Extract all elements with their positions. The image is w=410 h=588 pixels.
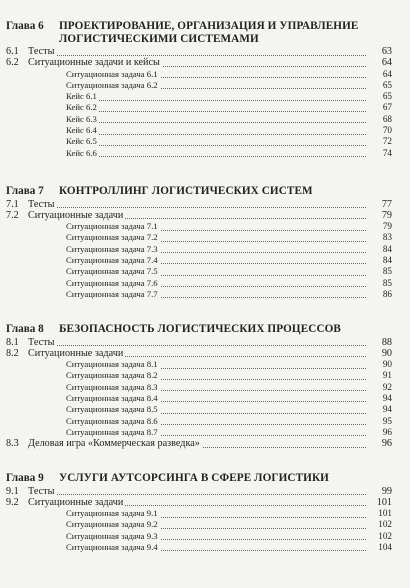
dot-leader (66, 122, 366, 123)
entry-title: Деловая игра «Коммерческая разведка» (28, 438, 200, 450)
page-number: 64 (381, 57, 392, 69)
entry-number: 9.1 (6, 485, 19, 497)
entry-number: 7.2 (6, 209, 19, 221)
page-number: 90 (382, 359, 392, 370)
entry-title: Ситуационная задача 9.1 (66, 508, 158, 519)
entry-number: 8.3 (6, 438, 19, 450)
entry-title: Ситуационная задача 7.3 (66, 243, 158, 254)
toc-subentry[interactable] (6, 393, 392, 404)
page-number: 96 (381, 438, 392, 450)
page-number: 64 (382, 68, 392, 79)
chapter-title: ПРОЕКТИРОВАНИЕ, ОРГАНИЗАЦИЯ И УПРАВЛЕНИЕ ЛОГИСТИЧЕСКИМИ СИСТЕМАМИ (59, 20, 359, 45)
entry-title: Ситуационная задача 8.2 (66, 370, 158, 381)
toc-subentry[interactable] (6, 266, 392, 277)
toc-subentry[interactable] (6, 531, 392, 542)
chapter-number: Глава 8 (6, 323, 44, 335)
dot-leader (66, 100, 366, 101)
page-number: 90 (381, 347, 392, 359)
toc-subentry[interactable] (6, 221, 392, 232)
toc-subentry[interactable] (6, 278, 392, 289)
chapter-section (6, 472, 392, 553)
toc-subentry[interactable] (6, 91, 392, 102)
chapter-section (6, 323, 392, 449)
page-number: 85 (382, 266, 392, 277)
page-number: 77 (381, 198, 392, 210)
entry-title: Ситуационная задача 7.6 (66, 277, 158, 288)
chapter-number: Глава 6 (6, 20, 44, 32)
entry-title: Ситуационная задача 9.3 (66, 530, 158, 541)
toc-subentry[interactable] (6, 244, 392, 255)
dot-leader (66, 156, 366, 157)
toc-subentry[interactable] (6, 102, 392, 113)
page-number: 84 (382, 243, 392, 254)
toc-entry[interactable] (6, 486, 392, 497)
entry-title: Ситуационные задачи (28, 496, 124, 508)
page-number: 84 (382, 254, 392, 265)
page-number: 95 (382, 415, 392, 426)
chapter-heading (6, 185, 392, 198)
page-number: 102 (378, 519, 392, 530)
entry-title: Ситуационная задача 8.6 (66, 415, 158, 426)
page-number: 101 (376, 496, 392, 508)
page-number: 72 (382, 136, 392, 147)
entry-title: Ситуационная задача 7.5 (66, 266, 158, 277)
chapter-number: Глава 9 (6, 472, 44, 484)
page-number: 88 (381, 336, 392, 348)
entry-title: Ситуационная задача 7.7 (66, 288, 158, 299)
toc-entry-list (6, 337, 392, 450)
toc-subentry[interactable] (6, 80, 392, 91)
toc-entry-list (6, 46, 392, 159)
entry-title: Кейс 6.4 (66, 125, 97, 136)
entry-title: Кейс 6.3 (66, 113, 97, 124)
page-number: 68 (382, 113, 392, 124)
toc-entry[interactable] (6, 199, 392, 210)
entry-title: Кейс 6.1 (66, 91, 97, 102)
page-number: 79 (381, 209, 392, 221)
toc-subentry[interactable] (6, 125, 392, 136)
toc-subentry[interactable] (6, 382, 392, 393)
entry-title: Ситуационная задача 9.2 (66, 519, 158, 530)
toc-subentry[interactable] (6, 136, 392, 147)
entry-title: Ситуационная задача 8.1 (66, 359, 158, 370)
page-number: 83 (382, 232, 392, 243)
chapter-title: БЕЗОПАСНОСТЬ ЛОГИСТИЧЕСКИХ ПРОЦЕССОВ (59, 323, 341, 335)
entry-number: 6.2 (6, 57, 19, 69)
entry-title: Кейс 6.5 (66, 136, 97, 147)
entry-title: Ситуационная задача 8.5 (66, 404, 158, 415)
toc-entry[interactable] (6, 57, 392, 68)
dot-leader (28, 494, 366, 495)
page-number: 65 (382, 79, 392, 90)
toc-entry[interactable] (6, 438, 392, 449)
toc-entry-list (6, 199, 392, 301)
toc-subentry[interactable] (6, 289, 392, 300)
dot-leader (28, 55, 366, 56)
entry-number: 7.1 (6, 198, 19, 210)
page-number: 92 (382, 381, 392, 392)
entry-title: Ситуационные задачи (28, 209, 124, 221)
entry-title: Кейс 6.2 (66, 102, 97, 113)
page-number: 91 (382, 370, 392, 381)
toc-subentry[interactable] (6, 359, 392, 370)
entry-number: 8.1 (6, 336, 19, 348)
toc-subentry[interactable] (6, 148, 392, 159)
toc-subentry[interactable] (6, 427, 392, 438)
dot-leader (66, 111, 366, 112)
page-number: 85 (382, 277, 392, 288)
entry-title: Ситуационная задача 8.4 (66, 392, 158, 403)
toc-subentry[interactable] (6, 370, 392, 381)
page-number: 104 (378, 541, 392, 552)
toc-entry[interactable] (6, 210, 392, 221)
toc-subentry[interactable] (6, 114, 392, 125)
entry-title: Тесты (28, 198, 55, 210)
page-number: 67 (382, 102, 392, 113)
toc-entry[interactable] (6, 497, 392, 508)
entry-title: Тесты (28, 336, 55, 348)
entry-title: Ситуационная задача 8.3 (66, 381, 158, 392)
entry-title: Ситуационные задачи (28, 347, 124, 359)
page-number: 70 (382, 125, 392, 136)
toc-subentry[interactable] (6, 404, 392, 415)
dot-leader (66, 145, 366, 146)
entry-title: Ситуационные задачи и кейсы (28, 57, 160, 69)
toc-entry[interactable] (6, 348, 392, 359)
entry-title: Ситуационная задача 7.2 (66, 232, 158, 243)
toc-entry[interactable] (6, 46, 392, 57)
page-number: 86 (382, 288, 392, 299)
toc-subentry[interactable] (6, 416, 392, 427)
entry-title: Кейс 6.6 (66, 147, 97, 158)
chapter-section (6, 20, 392, 159)
toc-entry[interactable] (6, 337, 392, 348)
dot-leader (28, 345, 366, 346)
entry-title: Ситуационная задача 6.2 (66, 79, 158, 90)
entry-title: Тесты (28, 485, 55, 497)
entry-title: Тесты (28, 46, 55, 57)
toc-subentry[interactable] (6, 508, 392, 519)
chapter-heading (6, 323, 392, 336)
toc-subentry[interactable] (6, 69, 392, 80)
entry-title: Ситуационная задача 6.1 (66, 68, 158, 79)
chapter-number: Глава 7 (6, 185, 44, 197)
page-number: 96 (382, 426, 392, 437)
dot-leader (28, 207, 366, 208)
page-number: 101 (378, 508, 392, 519)
chapter-title: УСЛУГИ АУТСОРСИНГА В СФЕРЕ ЛОГИСТИКИ (59, 472, 329, 484)
entry-number: 6.1 (6, 46, 19, 57)
entry-title: Ситуационная задача 9.4 (66, 541, 158, 552)
entry-number: 8.2 (6, 347, 19, 359)
toc-subentry[interactable] (6, 255, 392, 266)
page-number: 102 (378, 530, 392, 541)
toc-subentry[interactable] (6, 519, 392, 530)
page-number: 94 (382, 392, 392, 403)
entry-number: 9.2 (6, 496, 19, 508)
dot-leader (66, 134, 366, 135)
toc-entry-list (6, 486, 392, 554)
chapter-title: КОНТРОЛЛИНГ ЛОГИСТИЧЕСКИХ СИСТЕМ (59, 185, 313, 197)
page-number: 94 (382, 404, 392, 415)
toc-subentry[interactable] (6, 542, 392, 553)
page-number: 65 (382, 91, 392, 102)
chapter-heading (6, 472, 392, 485)
entry-title: Ситуационная задача 7.1 (66, 221, 158, 232)
page-number: 99 (381, 485, 392, 497)
entry-title: Ситуационная задача 8.7 (66, 426, 158, 437)
entry-title: Ситуационная задача 7.4 (66, 254, 158, 265)
page-number: 74 (382, 147, 392, 158)
page-number: 63 (381, 46, 392, 57)
chapter-heading (6, 20, 392, 45)
toc-subentry[interactable] (6, 232, 392, 243)
page-number: 79 (382, 221, 392, 232)
chapter-section (6, 185, 392, 300)
